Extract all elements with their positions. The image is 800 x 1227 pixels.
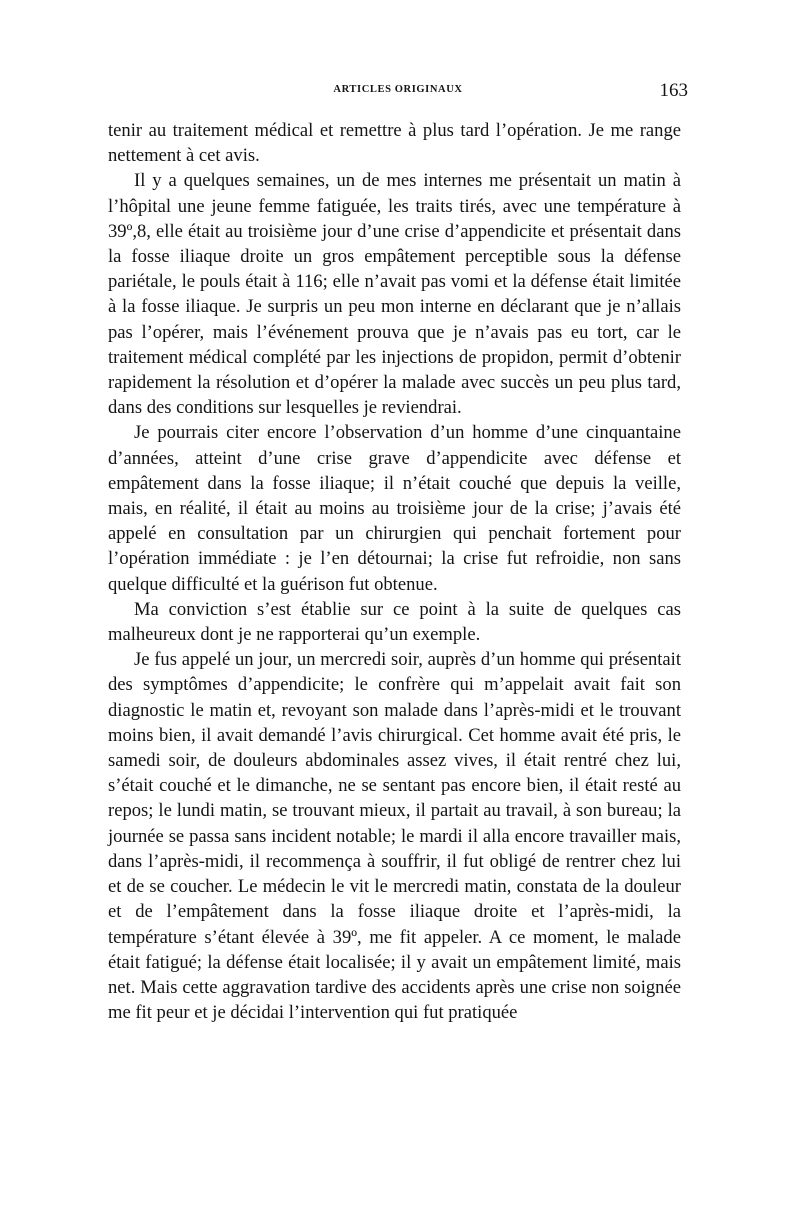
paragraph: Je fus appelé un jour, un mercredi soir, auprès d’un homme qui présentait des symptômes d’appendicite; le confrère qui m’appelait avait fait son diagnostic le matin et, revoyant son malade dans l’après-midi et le trouvant moins bien, il avait demandé l’avis chirurgical. Cet homme avait été pris, le samedi soir, de douleurs abdominales assez vives, il était rentré chez lui, s’était couché et le dimanche, ne se sentant pas encore bien, il était resté au repos; le lundi matin, se trouvant mieux, il partait au travail, à son bureau; la journée se passa sans incident notable; le mardi il alla encore travailler mais, dans l’après-midi, il recommença à souffrir, il fut obligé de rentrer chez lui et de se coucher. Le médecin le vit le mercredi matin, constata de la douleur et de l’empâtement dans la fosse iliaque droite et l’après-midi, la température s’étant élevée à 39º, me fit appeler. A ce moment, le malade était fatigué; la défense était localisée; il y avait un empâtement limité, mais net. Mais cette aggravation tardive des accidents après une crise non soignée me fit peur et je décidai l’intervention qui fut pratiquée	[108, 649, 681, 1024]
article-body	[108, 118, 681, 1025]
paragraph: Je pourrais citer encore l’observation d’un homme d’une cinquantaine d’années, atteint d’une crise grave d’appendicite avec défense et empâtement dans la fosse iliaque; il n’était couché que depuis la veille, mais, en réalité, il était au moins au troisième jour de la crise; j’avais été appelé en consultation par un chirurgien qui penchait fortement pour l’opération immédiate : je l’en détournai; la crise fut refroidie, non sans quelque difficulté et la guérison fut obtenue.	[108, 422, 681, 595]
paragraph: Ma conviction s’est établie sur ce point à la suite de quelques cas malheureux dont je ne rapporterai qu’un exemple.	[108, 598, 681, 646]
page-number: 163	[659, 80, 688, 101]
running-title: ARTICLES ORIGINAUX	[333, 84, 463, 95]
paragraph: Il y a quelques semaines, un de mes internes me présentait un matin à l’hôpital une jeune femme fatiguée, les traits tirés, avec une température à 39º,8, elle était au troisième jour d’une crise d’appendicite et présentait dans la fosse iliaque droite un gros empâtement perceptible sous la défense pariétale, le pouls était à 116; elle n’avait pas vomi et la défense était limitée à la fosse iliaque. Je surpris un peu mon interne en déclarant que je n’allais pas l’opérer, mais l’événement prouva que je n’avais pas eu tort, car le traitement médical complété par les injections de propidon, permit d’obtenir rapidement la résolution et d’opérer la malade avec succès un peu plus tard, dans des conditions sur lesquelles je reviendrai.	[108, 170, 681, 419]
running-head	[108, 80, 688, 104]
paragraph-continuation: tenir au traitement médical et remettre à plus tard l’opération. Je me range nettement à cet avis.	[108, 120, 681, 167]
